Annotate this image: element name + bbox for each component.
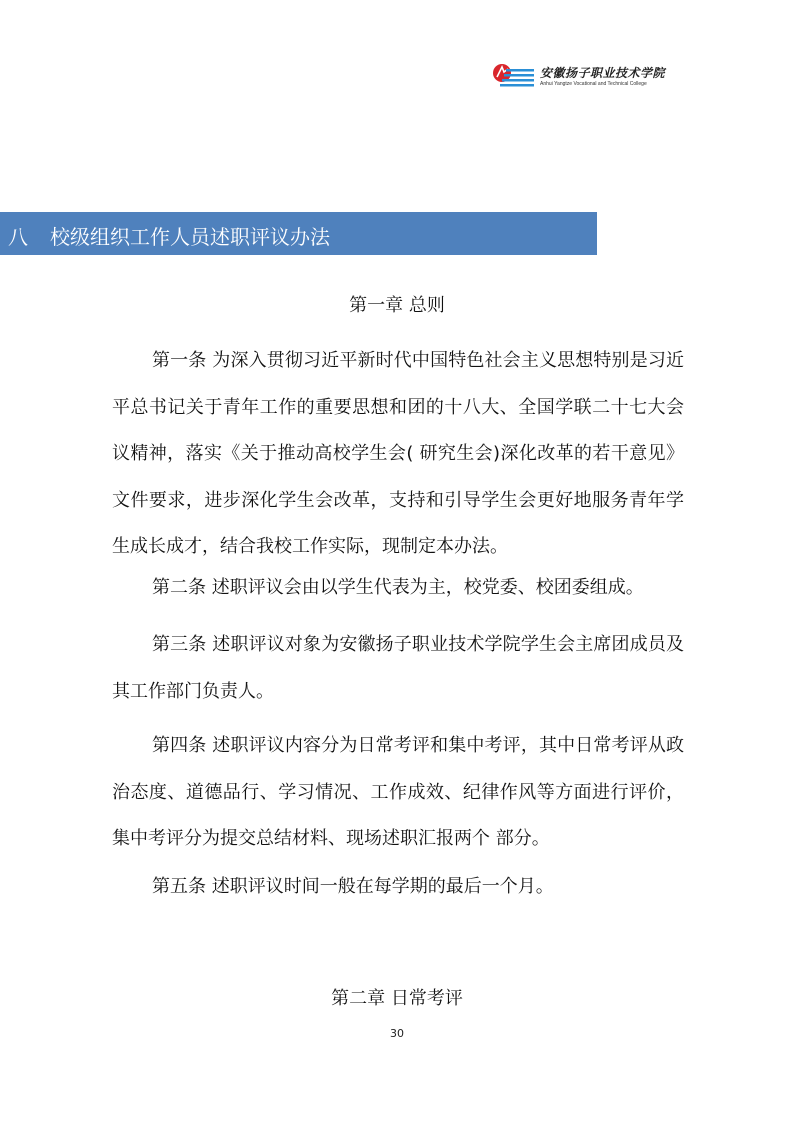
chapter-heading: 第二章 日常考评 [331,988,463,1009]
school-name: 安徽扬子职业技术学院 [540,66,666,80]
section-banner [0,212,597,255]
header-logo [492,58,672,94]
article-paragraph: 第三条 述职评议对象为安徽扬子职业技术学院学生会主席团成员及其工作部门负责人。 [112,634,684,702]
section-number: 八 [8,225,28,249]
section-title: 校级组织工作人员述职评议办法 [50,225,330,249]
school-logo-icon [492,60,536,90]
article-paragraph: 第四条 述职评议内容分为日常考评和集中考评，其中日常考评从政治态度、道德品行、学习情况、工作成效、纪律作风等方面进行评价，集中考评分为提交总结材料、现场述职汇报两个 部分。 [112,735,684,849]
chapter-heading: 第一章 总则 [349,295,445,316]
article-paragraph: 第二条 述职评议会由以学生代表为主，校党委、校团委组成。 [152,577,644,598]
article-paragraph: 第五条 述职评议时间一般在每学期的最后一个月。 [152,876,554,897]
article-paragraph: 第一条 为深入贯彻习近平新时代中国特色社会主义思想特别是习近平总书记关于青年工作的重要思想和团的十八大、全国学联二十七大会议精神，落实《关于推动高校学生会( 研究生会)深化改革的若干意见》文件要求，进步深化学生会改革，支持和引导学生会更好地服务青年学生成长成才，结合我校工作实际，现制定本办法。 [112,350,684,557]
page-number: 30 [390,1027,404,1040]
school-name-english: Anhui Yangtze Vocational and Technical College [540,81,647,87]
